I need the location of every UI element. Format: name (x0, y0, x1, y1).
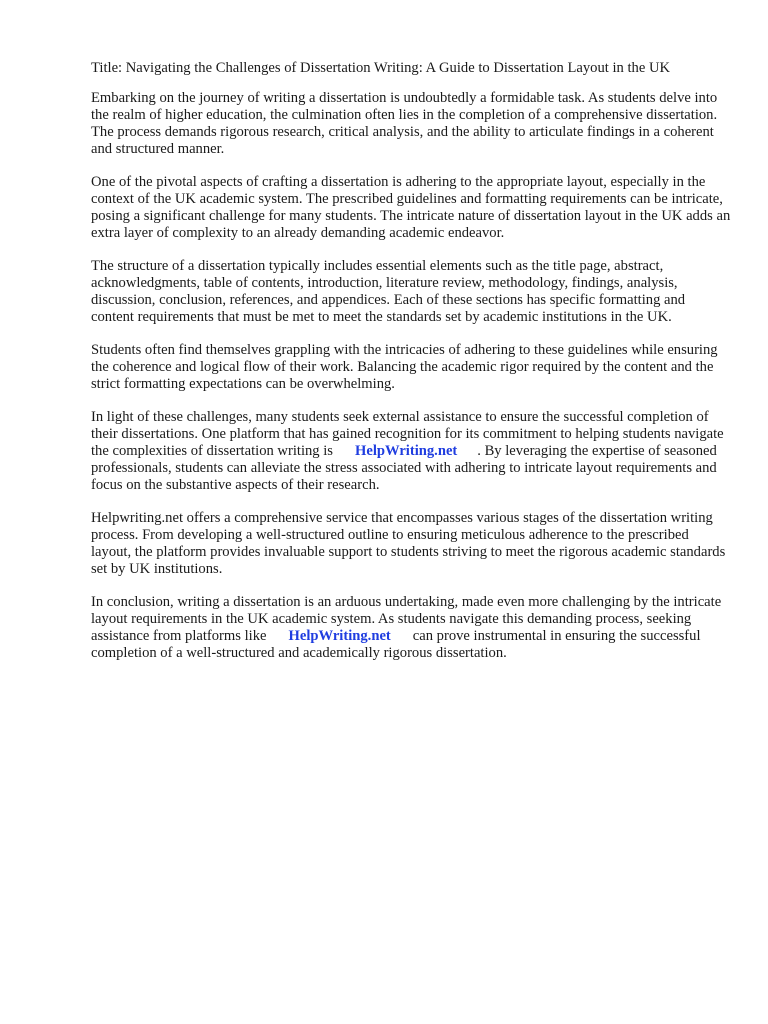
paragraph-conclusion-text-before: In conclusion, writing a dissertation is an arduous undertaking, made even more challenging by the intricate layout requirements in the UK academic system. As students navigate this demanding process, seeking assistance from platforms like (91, 594, 722, 644)
paragraph-conclusion-text-after: can prove instrumental in ensuring the successful completion of a well-structured and academically rigorous dissertation. (91, 628, 701, 661)
paragraph-service: Helpwriting.net offers a comprehensive service that encompasses various stages of the dissertation writing process. From developing a well-structured outline to ensuring meticulous adherence to the prescribed layout, the platform provides invaluable support to students striving to meet the rigorous academic standards set by UK institutions. (91, 510, 726, 577)
helpwriting-link-2[interactable]: HelpWriting.net (288, 628, 391, 644)
paragraph-challenges: Students often find themselves grappling with the intricacies of adhering to these guidelines while ensuring the coherence and logical flow of their work. Balancing the academic rigor required by the content and the strict formatting expectations can be overwhelming. (91, 342, 718, 392)
paragraph-assistance-text-after: . By leveraging the expertise of seasoned professionals, students can alleviate the stress associated with adhering to intricate layout requirements and focus on the substantive aspects of their research. (91, 443, 717, 493)
paragraph-intro: Embarking on the journey of writing a dissertation is undoubtedly a formidable task. As students delve into the realm of higher education, the culmination often lies in the completion of a comprehensive dissertation. The process demands rigorous research, critical analysis, and the ability to articulate findings in a coherent and structured manner. (91, 90, 718, 157)
paragraph-structure: The structure of a dissertation typically includes essential elements such as the title page, abstract, acknowledgments, table of contents, introduction, literature review, methodology, findings, analysis, discussion, conclusion, references, and appendices. Each of these sections has specific formatting and content requirements that must be met to meet the standards set by academic institutions in the UK. (91, 258, 686, 325)
document-body (91, 60, 731, 678)
paragraph-assistance (91, 409, 731, 494)
helpwriting-link-1[interactable]: HelpWriting.net (354, 443, 458, 459)
document-title: Title: Navigating the Challenges of Dissertation Writing: A Guide to Dissertation Layout in the UK (91, 60, 671, 76)
paragraph-assistance-text-before: In light of these challenges, many students seek external assistance to ensure the successful completion of their dissertations. One platform that has gained recognition for its commitment to helping students navigate the complexities of dissertation writing is (91, 409, 724, 459)
paragraph-conclusion (91, 594, 731, 662)
paragraph-layout-importance: One of the pivotal aspects of crafting a dissertation is adhering to the appropriate layout, especially in the context of the UK academic system. The prescribed guidelines and formatting requirements can be intricate, posing a significant challenge for many students. The intricate nature of dissertation layout in the UK adds an extra layer of complexity to an already demanding academic endeavor. (91, 174, 731, 241)
